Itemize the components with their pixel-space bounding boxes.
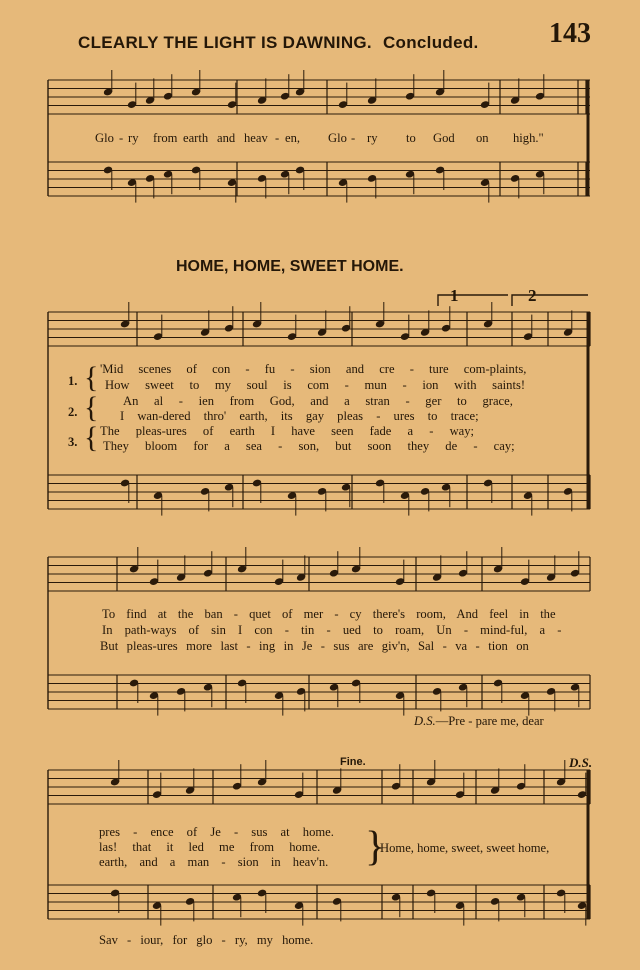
treble-staff xyxy=(48,80,590,114)
verse-number-1: 1. xyxy=(68,374,78,388)
verse-number-2: 2. xyxy=(68,405,78,419)
verse-line: To find at the ban - quet of mer - cy there's room, And feel in the xyxy=(102,607,556,621)
hymn-title: CLEARLY THE LIGHT IS DAWNING. xyxy=(78,33,372,52)
refrain-text: Home, home, sweet, sweet home, xyxy=(380,841,550,855)
second-ending-number: 2 xyxy=(528,286,537,305)
verse-line: 'Mid scenes of con - fu - sion and cre - ture com-plaints, xyxy=(100,362,527,376)
bass-staff xyxy=(48,885,590,919)
treble-staff xyxy=(48,770,590,804)
ds-marking: D.S. xyxy=(569,755,593,770)
fine-marking: Fine. xyxy=(340,756,366,768)
treble-staff xyxy=(48,557,590,591)
verse-brace-1: { xyxy=(84,361,99,394)
verse-line: In path-ways of sin I con - tin - ued to roam, Un - mind-ful, a - xyxy=(102,623,562,637)
hymn2-title: HOME, HOME, SWEET HOME. xyxy=(176,258,404,275)
ds-line xyxy=(414,714,544,729)
verse-brace-3: { xyxy=(84,421,99,454)
verse-line: earth, and a man - sion in heav'n. xyxy=(99,855,329,869)
verse-line: They bloom for a sea - son, but soon they de - cay; xyxy=(103,439,515,453)
verse-line: I wan-dered thro' earth, its gay pleas - ures to trace; xyxy=(120,409,479,423)
ds-text: —Pre - pare me, dear xyxy=(435,714,544,728)
refrain-brace: } xyxy=(365,824,386,870)
verse-line: The pleas-ures of earth I have seen fade a - way; xyxy=(100,424,475,438)
verse-line: pres - ence of Je - sus at home. xyxy=(99,825,334,839)
verse-line: las! that it led me from home. xyxy=(99,840,321,854)
first-ending-number: 1 xyxy=(450,286,459,305)
bass-staff xyxy=(48,675,590,709)
bottom-lyric: Sav - iour, for glo - ry, my home. xyxy=(99,933,314,947)
page-number: 143 xyxy=(549,18,591,49)
verse-line: An al - ien from God, and a stran - ger to grace, xyxy=(123,394,513,408)
verse-number-3: 3. xyxy=(68,435,78,449)
verse-line: How sweet to my soul is com - mun - ion with saints! xyxy=(105,378,526,392)
verse-line: But pleas-ures more last - ing in Je - sus are giv'n, Sal - va - tion on xyxy=(100,639,529,653)
verse-brace-2: { xyxy=(84,391,99,424)
bass-staff xyxy=(48,162,590,196)
hymn-subtitle: Concluded. xyxy=(382,33,479,52)
ds-label: D.S. xyxy=(414,714,436,728)
